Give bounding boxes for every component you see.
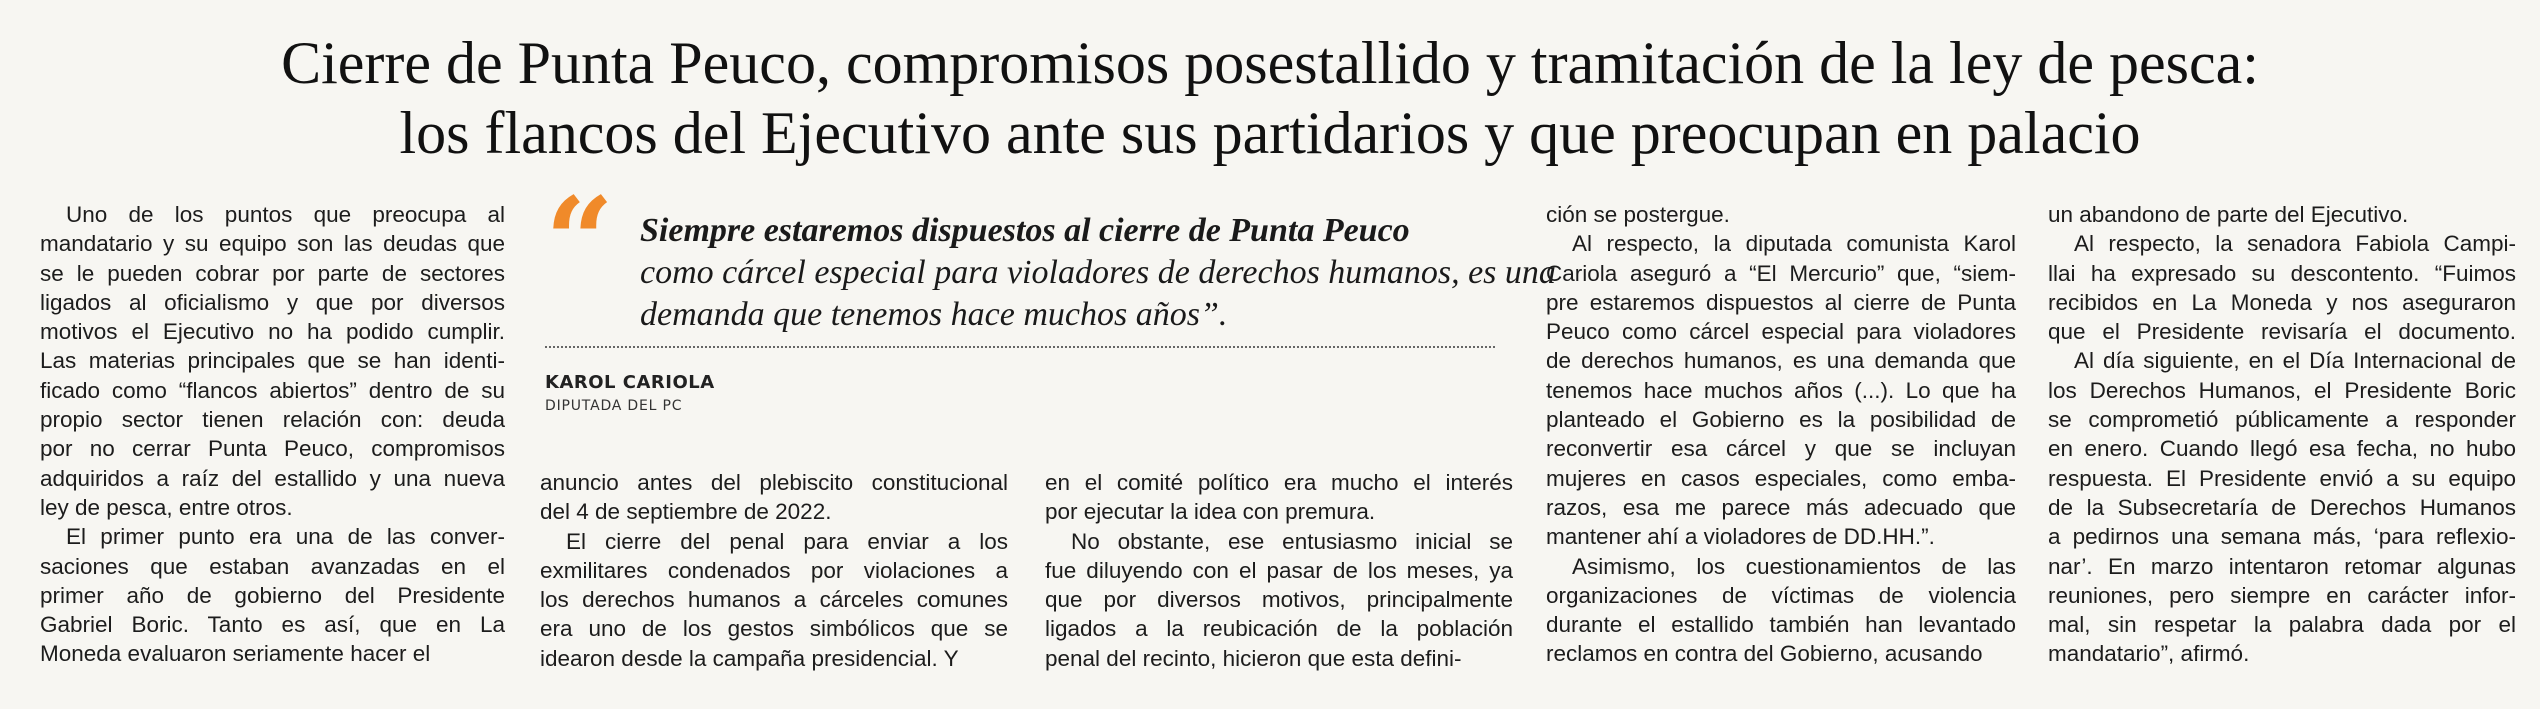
article-line: Moneda evaluaron seriamente hacer el — [40, 641, 431, 667]
article-line: ficado como “flancos abiertos” dentro de su — [40, 377, 505, 403]
quote-mark-icon: “ — [545, 171, 615, 312]
headline-line-2: los flancos del Ejecutivo ante sus partidarios y que preocupan en palacio — [399, 100, 2141, 166]
article-line: El cierre del penal para enviar a los — [566, 528, 1008, 554]
article-line: Asimismo, los cuestionamientos de las — [1572, 553, 2016, 579]
article-line: mal, sin respetar la palabra dada por el — [2048, 612, 2516, 638]
article-line: Uno de los puntos que preocupa al — [66, 202, 505, 227]
article-line: nar’. En marzo intentaron retomar algunas — [2048, 553, 2516, 579]
article-line: El primer punto era una de las conver- — [66, 524, 505, 550]
article-line: reclamos en contra del Gobierno, acusando — [1546, 641, 1983, 667]
article-column-1 — [40, 200, 505, 669]
article-line: primer año de gobierno del Presidente — [40, 582, 505, 608]
article-line: un abandono de parte del Ejecutivo. — [2048, 202, 2409, 227]
article-line: ley de pesca, entre otros. — [40, 494, 293, 520]
article-line: motivos el Ejecutivo no ha podido cumplir. — [40, 319, 505, 345]
pull-quote-text — [640, 210, 1556, 336]
article-line: en el comité político era mucho el interés — [1045, 470, 1513, 495]
pull-quote-line: como cárcel especial para violadores de derechos humanos, es una — [640, 254, 1556, 291]
article-line: mujeres en casos especiales, como emba- — [1546, 465, 2016, 491]
article-line: saciones que estaban avanzadas en el — [40, 553, 505, 579]
article-line: a pedirnos una semana más, ‘para reflexio- — [2048, 524, 2516, 550]
article-line: propio sector tienen relación con: deuda — [40, 407, 505, 433]
article-line: los Derechos Humanos, el Presidente Boric — [2048, 377, 2516, 403]
article-line: reconvertir esa cárcel y que se incluyan — [1546, 436, 2016, 462]
pull-quote-line: Siempre estaremos dispuestos al cierre de Punta Peuco — [640, 212, 1410, 249]
quote-author-name: KAROL CARIOLA — [545, 372, 715, 393]
article-line: por ejecutar la idea con premura. — [1045, 499, 1376, 525]
article-line: adquiridos a raíz del estallido y una nueva — [40, 465, 505, 491]
article-line: fue diluyendo con el pasar de los meses, ya — [1045, 557, 1513, 583]
article-line: respuesta. El Presidente envió a su equipo — [2048, 465, 2516, 491]
article-line: ligados al oficialismo y que por diversos — [40, 289, 505, 315]
headline — [0, 28, 2540, 168]
article-line: razos, esa me parece más adecuado que — [1546, 494, 2016, 520]
article-column-4 — [1546, 200, 2016, 669]
article-line: pre estaremos dispuestos al cierre de Punta — [1546, 289, 2016, 315]
article-column-5 — [2048, 200, 2516, 669]
article-line: exmilitares condenados por violaciones a — [540, 557, 1008, 583]
article-line: No obstante, ese entusiasmo inicial se — [1071, 528, 1513, 554]
article-line: tenemos hace muchos años (...). Lo que ha — [1546, 377, 2016, 403]
article-line: los derechos humanos a cárceles comunes — [540, 587, 1008, 613]
article-line: era uno de los gestos simbólicos que se — [540, 616, 1008, 642]
article-line: mandatario”, afirmó. — [2048, 641, 2250, 667]
article-line: penal del recinto, hicieron que esta defini- — [1045, 645, 1462, 671]
article-line: mantener ahí a violadores de DD.HH.”. — [1546, 524, 1935, 550]
article-line: ligados a la reubicación de la población — [1045, 616, 1513, 642]
article-line: organizaciones de víctimas de violencia — [1546, 582, 2016, 608]
quote-author-role: DIPUTADA DEL PC — [545, 398, 683, 414]
article-line: mandatario y su equipo son las deudas que — [40, 231, 505, 257]
article-line: durante el estallido también han levantado — [1546, 612, 2016, 638]
pull-quote-divider — [545, 346, 1495, 348]
headline-line-1: Cierre de Punta Peuco, compromisos posestallido y tramitación de la ley de pesca: — [281, 30, 2259, 96]
article-line: idearon desde la campaña presidencial. Y — [540, 645, 959, 671]
article-line: que el Presidente revisaría el documento. — [2048, 319, 2516, 345]
article-column-2 — [540, 468, 1008, 673]
article-line: Gabriel Boric. Tanto es así, que en La — [40, 612, 505, 638]
article-line: del 4 de septiembre de 2022. — [540, 499, 832, 525]
article-line: reuniones, pero siempre en carácter infor- — [2048, 582, 2516, 608]
article-line: de derechos humanos, es una demanda que — [1546, 348, 2016, 374]
article-column-3 — [1045, 468, 1513, 673]
article-line: de la Subsecretaría de Derechos Humanos — [2048, 494, 2516, 520]
article-line: en enero. Cuando llegó esa fecha, no hubo — [2048, 436, 2516, 462]
article-line: Al respecto, la diputada comunista Karol — [1572, 231, 2016, 257]
article-line: por no cerrar Punta Peuco, compromisos — [40, 436, 505, 462]
article-line: Peuco como cárcel especial para violadores — [1546, 319, 2016, 345]
article-line: planteado el Gobierno es la posibilidad de — [1546, 407, 2016, 433]
article-line: se comprometió públicamente a responder — [2048, 407, 2516, 433]
article-line: Al respecto, la senadora Fabiola Campi- — [2074, 231, 2516, 257]
article-line: recibidos en La Moneda y nos aseguraron — [2048, 289, 2516, 315]
article-line: Las materias principales que se han identi- — [40, 348, 505, 374]
article-line: Al día siguiente, en el Día Internacional de — [2074, 348, 2516, 374]
article-line: llai ha expresado su descontento. “Fuimos — [2048, 260, 2516, 286]
article-line: Cariola aseguró a “El Mercurio” que, “siem- — [1546, 260, 2016, 286]
article-line: anuncio antes del plebiscito constitucional — [540, 470, 1008, 495]
article-line: se le pueden cobrar por parte de sectores — [40, 260, 505, 286]
article-line: ción se postergue. — [1546, 202, 1730, 227]
pull-quote-line: demanda que tenemos hace muchos años”. — [640, 296, 1228, 333]
article-line: que por diversos motivos, principalmente — [1045, 587, 1513, 613]
